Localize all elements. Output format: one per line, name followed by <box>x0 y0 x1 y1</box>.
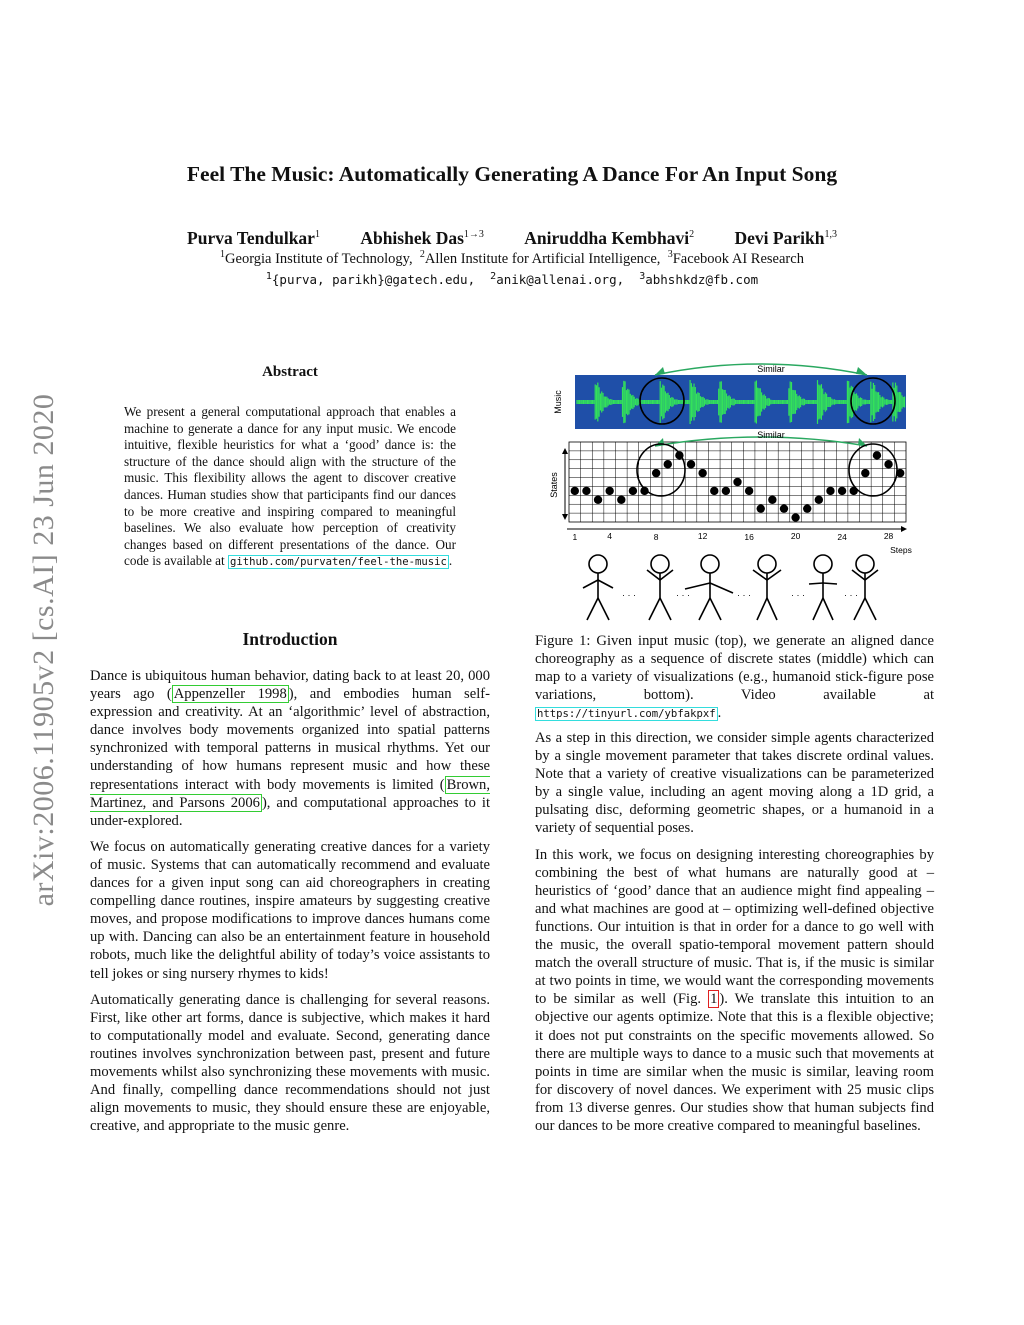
figure-ref-link[interactable]: 1 <box>710 991 718 1008</box>
author-list <box>0 228 1024 249</box>
citation-link[interactable]: Brown, Martinez, and Parsons 2006 <box>90 776 490 811</box>
arxiv-sidebar-stamp: arXiv:2006.11905v2 [cs.AI] 23 Jun 2020 <box>27 393 60 907</box>
figure-caption: Figure 1: Given input music (top), we generate an aligned dance choreography as a sequence of discrete states (middle) which can map to a variety of visualizations (e.g., humanoid stick-figure pose variations, bottom). Video available at https://tinyurl.com/ybfakpxf . <box>535 633 934 722</box>
state-dot <box>722 487 730 495</box>
state-dot <box>571 487 579 495</box>
step-ticks <box>572 531 893 542</box>
highlight-circle <box>637 444 685 496</box>
state-dot <box>652 469 660 477</box>
ellipsis: · · · <box>676 590 690 600</box>
state-dot <box>826 487 834 495</box>
state-dot <box>582 487 590 495</box>
tick-label: 4 <box>607 531 613 541</box>
state-dot <box>733 478 741 486</box>
state-dot <box>768 496 776 504</box>
ellipsis: · · · <box>844 590 858 600</box>
similar-label-mid: Similar <box>757 430 785 440</box>
state-dot <box>687 460 695 468</box>
highlight-circle <box>849 444 897 496</box>
state-dot <box>873 451 881 459</box>
abstract-heading: Abstract <box>262 364 318 380</box>
tick-label: 8 <box>653 532 659 542</box>
left-column <box>90 667 490 1143</box>
state-dot <box>815 496 823 504</box>
state-dot <box>838 487 846 495</box>
arrowhead <box>562 448 568 454</box>
arrowhead <box>901 526 907 532</box>
state-dot <box>861 469 869 477</box>
state-dot <box>629 487 637 495</box>
abstract-body: We present a general computational approach that enables a machine to generate a dance for any input music. We encode intuitive, flexible heuristics for what a ‘good’ dance is: the structure of the dance should align with the structure of the music. This flexibility allows the agent to discover creative dances. Human studies show that participants find our dances to be more creative and inspiring compared to meaningful baselines. We also evaluate how perception of creativity changes based on different presentations of the dance. Our code is available at github.com/purvaten/feel-the-music . <box>124 404 456 569</box>
state-dot <box>594 496 602 504</box>
arrowhead <box>856 367 867 375</box>
state-dot <box>605 487 613 495</box>
paragraph: As a step in this direction, we consider simple agents characterized by a single movement parameter that takes discrete ordinal values. Note that a variety of creative visualizations can be parameterized by a single value, including an agent moving along a 1D grid, a pulsating disc, deforming geometric shapes, or a humanoid in a variety of sequential poses. <box>535 730 934 837</box>
state-dot <box>780 504 788 512</box>
state-dot <box>791 513 799 521</box>
arrowhead <box>655 367 665 375</box>
state-dot <box>698 469 706 477</box>
state-dot <box>745 487 753 495</box>
arrowhead <box>562 514 568 520</box>
state-dot <box>884 460 892 468</box>
stick-figures <box>583 555 878 620</box>
paragraph: In this work, we focus on designing interesting choreographies by combining the best of what humans are naturally good at – heuristics of ‘good’ dance that an audience might find appealing – and what machines are good at – optimizing well-defined objective functions. Our intuition is that in order for a dance to go well with the music, the overall spatio-temporal movement pattern should match the overall structure of music. That is, if the music is similar at two points in time, we would want the corresponding movements to be similar as well (Fig. 1 ). We translate this intuition to an objective our agents optimize. Note that this is a flexible objective; it does not put constraints on the specific movements allowed. So there are multiple ways to dance to a music such that movements at points in time are similar when the music is similar, leaving room for discovery of novel dances. We experiment with 25 music clips from 13 diverse genres. Our studies show that human subjects find our dances to be more creative compared to meaningful baselines. <box>535 846 934 1134</box>
affiliations: $^1$Georgia Institute of Technology, $^2$Allen Institute for Artificial Intelligence, $^3$Facebook AI Research <box>220 249 804 267</box>
paragraph: Automatically generating dance is challenging for several reasons. First, like other art forms, dance is subjective, which makes it hard to computationally model and evaluate. Second, generating dance routines involves synchronization between past, present and future movements whilst also synchronizing these movements with music. And finally, compelling dance recommendations should not just align movements to music, they should ensure these are enjoyable, creative, and appropriate to the music genre. <box>90 991 490 1135</box>
state-dot <box>710 487 718 495</box>
tick-label: 12 <box>697 531 708 541</box>
citation-link[interactable]: Appenzeller 1998 <box>173 686 287 703</box>
ellipsis: · · · <box>737 590 751 600</box>
author-emails: $^1${purva, parikh}@gatech.edu, $^2$anik@allenai.org, $^3$abhshkdz@fb.com <box>265 270 759 287</box>
state-dot <box>803 504 811 512</box>
steps-axis-label: Steps <box>890 545 912 555</box>
tick-label: 16 <box>744 532 754 542</box>
stick-figure <box>685 555 733 620</box>
music-axis-label: Music <box>553 390 563 414</box>
author: Purva Tendulkar$^1$ <box>187 228 320 248</box>
stick-figure <box>583 555 613 620</box>
stick-figure <box>647 555 673 620</box>
tick-label: 24 <box>837 532 847 542</box>
state-dot <box>757 504 765 512</box>
states-axis-label: States <box>549 472 559 498</box>
paragraph: Dance is ubiquitous human behavior, dating back to at least 20, 000 years ago ( Appenzeller 1998 ), and embodies human self-expression and creativity. At an ‘algorithmic’ level of abstraction, dance involves body movements organized into spatial patterns synchronized with temporal patterns in musical rhythms. Yet our understanding of how humans represent music and how these representations interact with body movements is limited ( Brown, Martinez, and Parsons 2006 ), and computational approaches to it under-explored. <box>90 668 491 829</box>
video-link[interactable]: https://tinyurl.com/ybfakpxf <box>537 708 716 721</box>
paragraph: We focus on automatically generating creative dances for a variety of music. Systems that can automatically recommend and evaluate dances for a given input song can aid choreographers in creating compelling dance routines, inspire amateurs by suggesting creative moves, and propose modifications to improve dances humans come up with. Dancing can also be an entertainment feature in household robots, much like the delightful ability of today’s voice assistants to tell jokes or sing nursery rhymes to kids! <box>90 838 490 982</box>
author: Aniruddha Kembhavi$^2$ <box>524 228 695 248</box>
introduction-heading: Introduction <box>242 629 338 649</box>
ellipsis: · · · <box>791 590 805 600</box>
author: Devi Parikh$^{1,3}$ <box>734 228 837 248</box>
stick-figure <box>753 555 781 620</box>
figure-1 <box>545 358 925 628</box>
state-dot <box>617 496 625 504</box>
tick-label: 28 <box>883 531 894 541</box>
right-column <box>535 729 934 1143</box>
author: Abhishek Das$^{1\to 3}$ <box>360 228 484 248</box>
similar-label-top: Similar <box>757 364 785 374</box>
code-link[interactable]: github.com/purvaten/feel-the-music <box>230 556 447 569</box>
ellipsis: · · · <box>622 590 636 600</box>
state-dot <box>664 460 672 468</box>
tick-label: 20 <box>790 531 801 541</box>
stick-figure <box>809 555 837 620</box>
tick-label: 1 <box>572 532 578 542</box>
stick-figure <box>852 555 878 620</box>
paper-title: Feel The Music: Automatically Generating A Dance For An Input Song <box>186 162 838 186</box>
